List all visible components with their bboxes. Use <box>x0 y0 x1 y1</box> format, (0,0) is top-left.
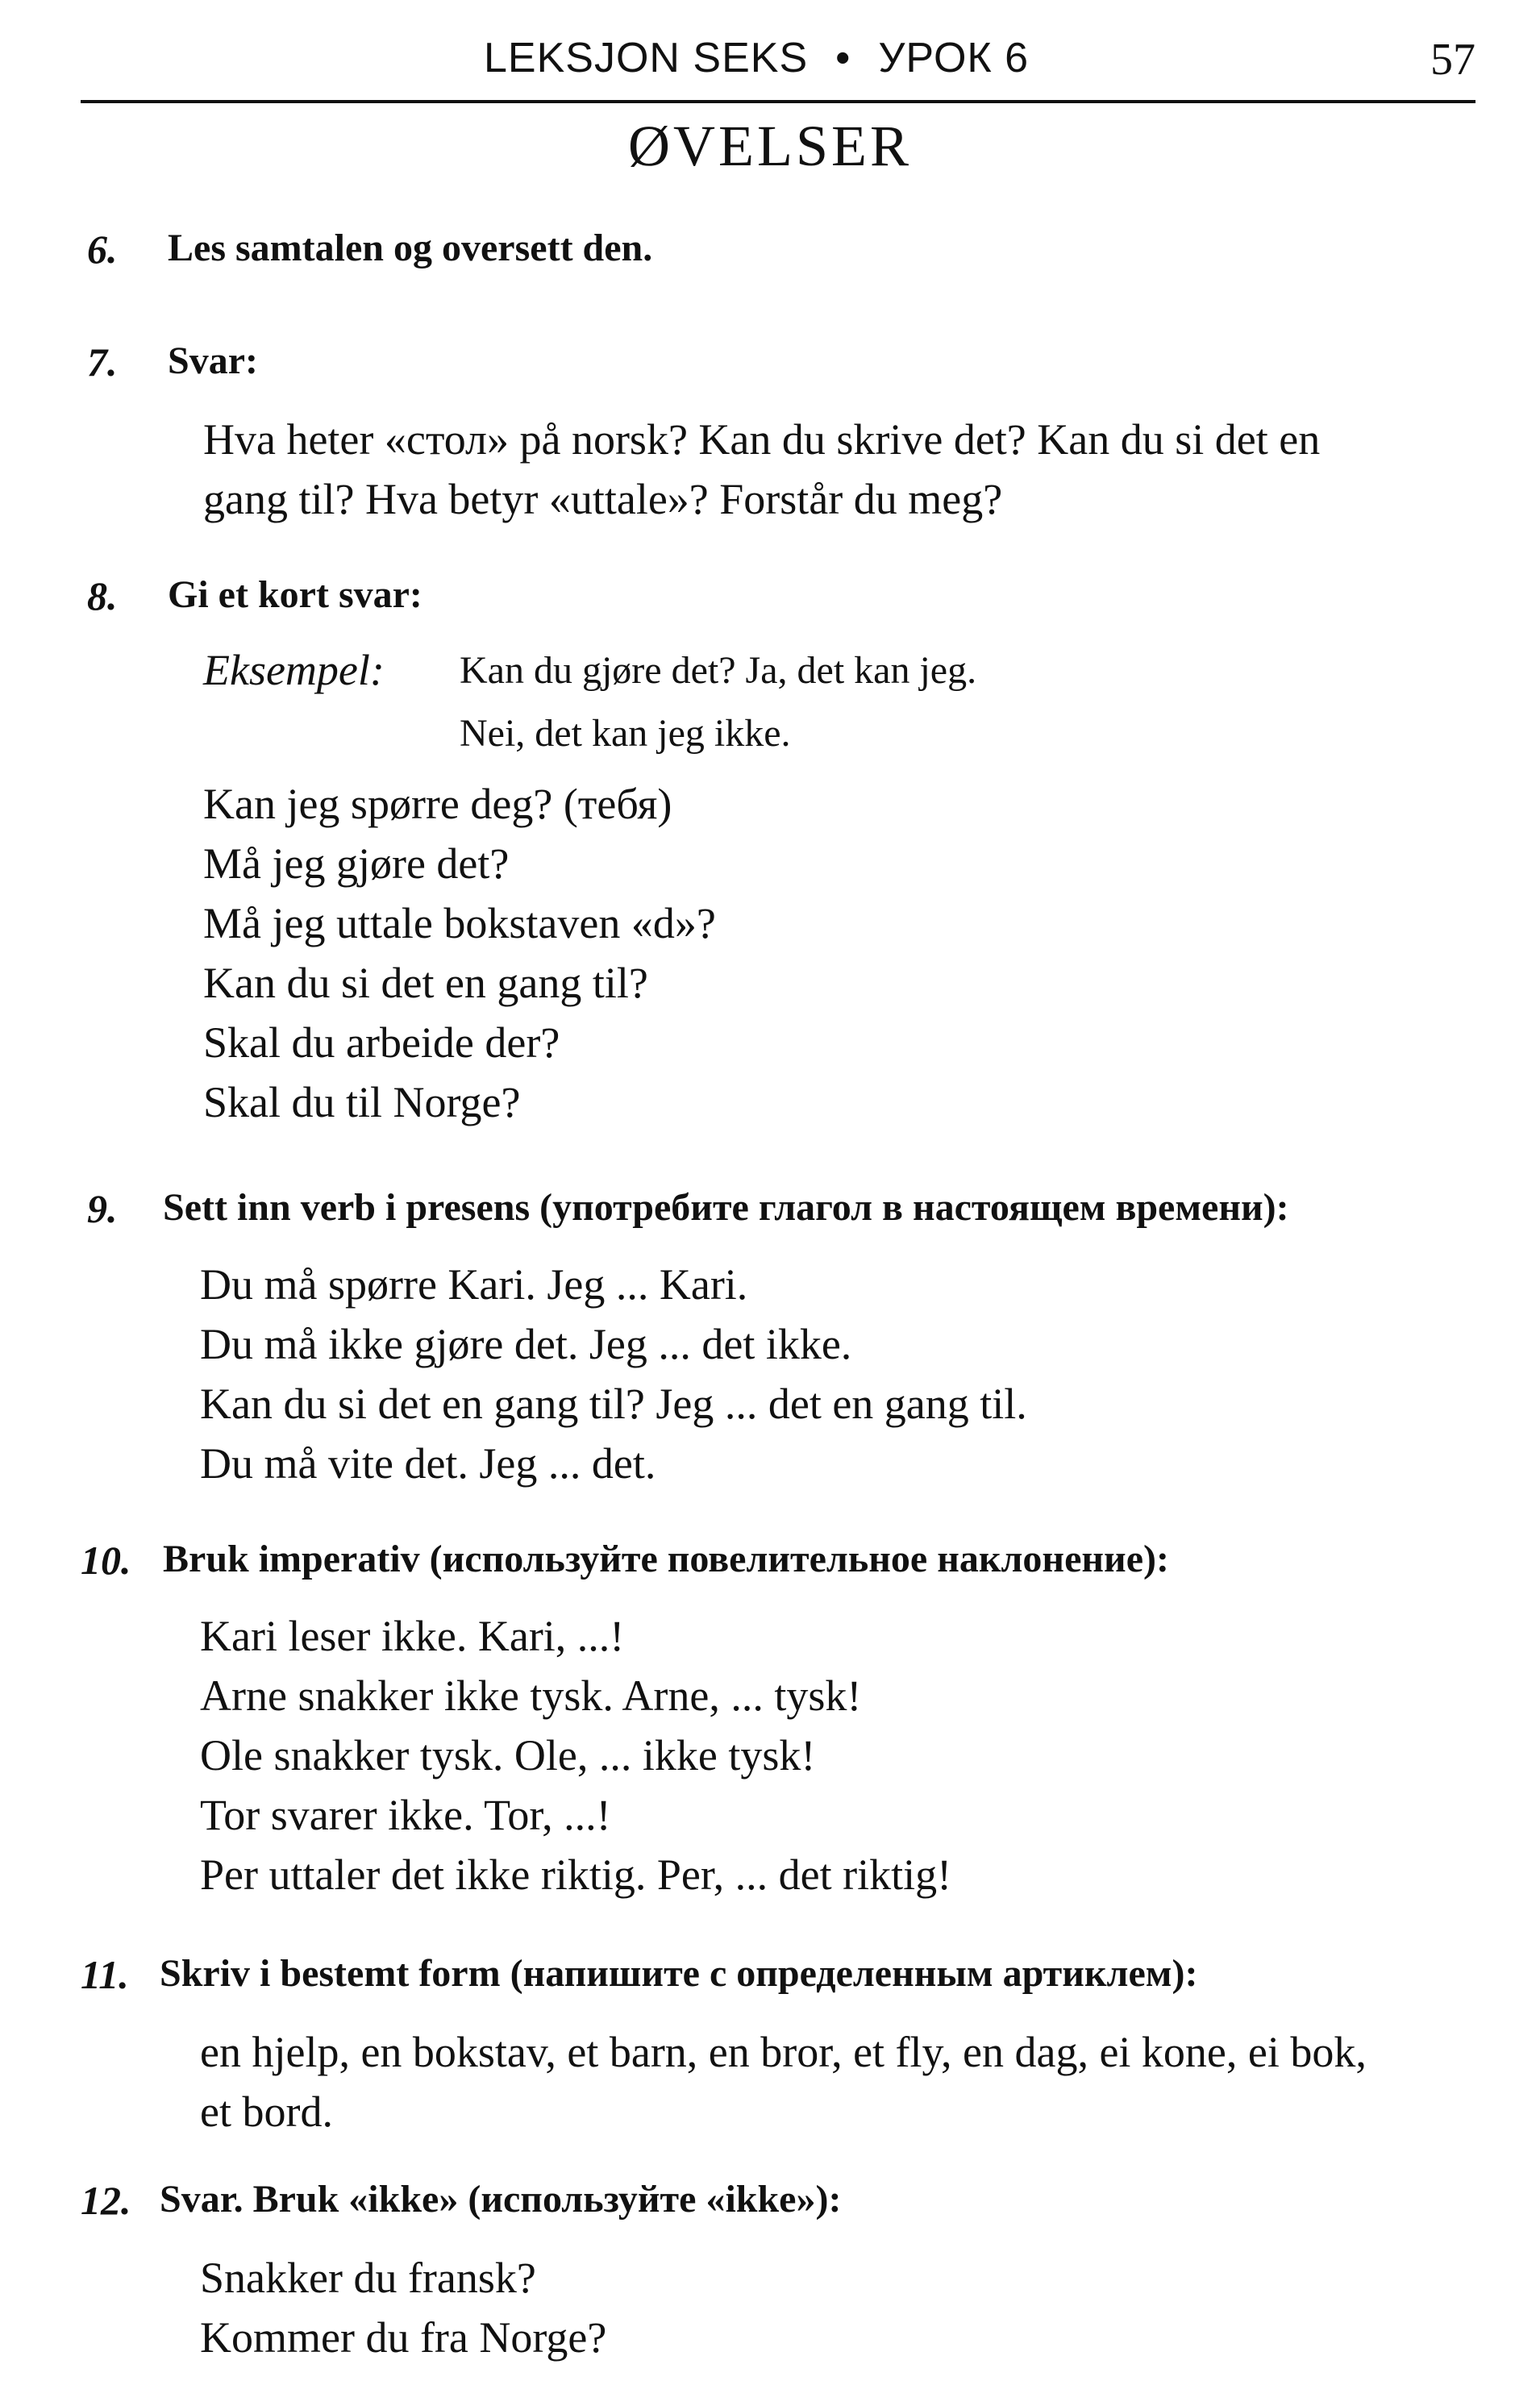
example-line: Nei, det kan jeg ikke. <box>460 712 791 755</box>
exercise-number: 7. <box>87 339 118 385</box>
exercise-line: et bord. <box>200 2088 333 2136</box>
exercise-line: Må jeg gjøre det? <box>203 839 510 888</box>
example-line: Kan du gjøre det? Ja, det kan jeg. <box>460 649 977 692</box>
header-rule <box>81 100 1475 103</box>
running-head-separator: • <box>835 35 851 81</box>
exercise-instruction: Svar. Bruk «ikke» (используйте «ikke»): <box>160 2178 842 2221</box>
exercise-line: en hjelp, en bokstav, et barn, en bror, et fly, en dag, ei kone, ei bok, <box>200 2028 1367 2076</box>
exercise-line: Kari leser ikke. Kari, ...! <box>200 1612 625 1660</box>
exercise-number: 10. <box>81 1538 131 1583</box>
exercise-instruction: Bruk imperativ (используйте повелительное наклонение): <box>163 1538 1169 1580</box>
exercise-line: Hva heter «стол» på norsk? Kan du skrive det? Kan du si det en <box>203 415 1321 464</box>
running-head-lesson: LEKSJON SEKS <box>484 35 809 81</box>
exercise-instruction: Gi et kort svar: <box>168 573 422 616</box>
exercise-7-questions <box>203 410 1493 529</box>
exercise-number: 12. <box>81 2178 131 2223</box>
exercise-number: 11. <box>81 1952 129 1997</box>
exercise-number: 6. <box>87 227 118 272</box>
exercise-number: 9. <box>87 1186 118 1231</box>
exercise-9-sentences <box>200 1255 1490 1493</box>
exercise-instruction: Svar: <box>168 339 258 382</box>
exercise-line: Kommer du fra Norge? <box>200 2313 607 2362</box>
exercise-line: Tor svarer ikke. Tor, ...! <box>200 1791 611 1839</box>
exercise-line: Per uttaler det ikke riktig. Per, ... det riktig! <box>200 1850 952 1899</box>
exercise-line: Ole snakker tysk. Ole, ... ikke tysk! <box>200 1731 816 1780</box>
exercise-instruction: Skriv i bestemt form (напишите с определенным артиклем): <box>160 1952 1198 1995</box>
exercise-line: gang til? Hva betyr «uttale»? Forstår du meg? <box>203 475 1003 523</box>
exercise-line: Kan jeg spørre deg? (тебя) <box>203 780 672 828</box>
exercise-line: Du må vite det. Jeg ... det. <box>200 1439 656 1488</box>
exercise-number: 8. <box>87 573 118 618</box>
exercise-line: Kan du si det en gang til? Jeg ... det en gang til. <box>200 1380 1027 1428</box>
exercise-line: Skal du til Norge? <box>203 1078 521 1126</box>
exercise-line: Skal du arbeide der? <box>203 1018 560 1067</box>
exercise-line: Må jeg uttale bokstaven «d»? <box>203 899 716 947</box>
example-label: Eksempel: <box>203 646 385 694</box>
exercise-line: Du må ikke gjøre det. Jeg ... det ikke. <box>200 1320 852 1368</box>
running-head <box>484 34 1029 82</box>
page-number: 57 <box>1430 35 1475 85</box>
exercise-line: Snakker du fransk? <box>200 2254 536 2302</box>
exercise-12-questions <box>200 2248 1490 2367</box>
section-title: ØVELSER <box>628 114 912 178</box>
exercise-line: Kan du si det en gang til? <box>203 959 648 1007</box>
exercise-line: Du må spørre Kari. Jeg ... Kari. <box>200 1260 748 1309</box>
exercise-instruction: Sett inn verb i presens (употребите глагол в настоящем времени): <box>163 1186 1289 1229</box>
running-head-lesson-russian: УРОК 6 <box>878 35 1030 81</box>
exercise-line: Arne snakker ikke tysk. Arne, ... tysk! <box>200 1671 862 1720</box>
exercise-11-words <box>200 2022 1490 2142</box>
exercise-instruction: Les samtalen og oversett den. <box>168 227 653 269</box>
exercise-10-sentences <box>200 1606 1490 1904</box>
exercise-8-questions <box>203 774 1493 1132</box>
